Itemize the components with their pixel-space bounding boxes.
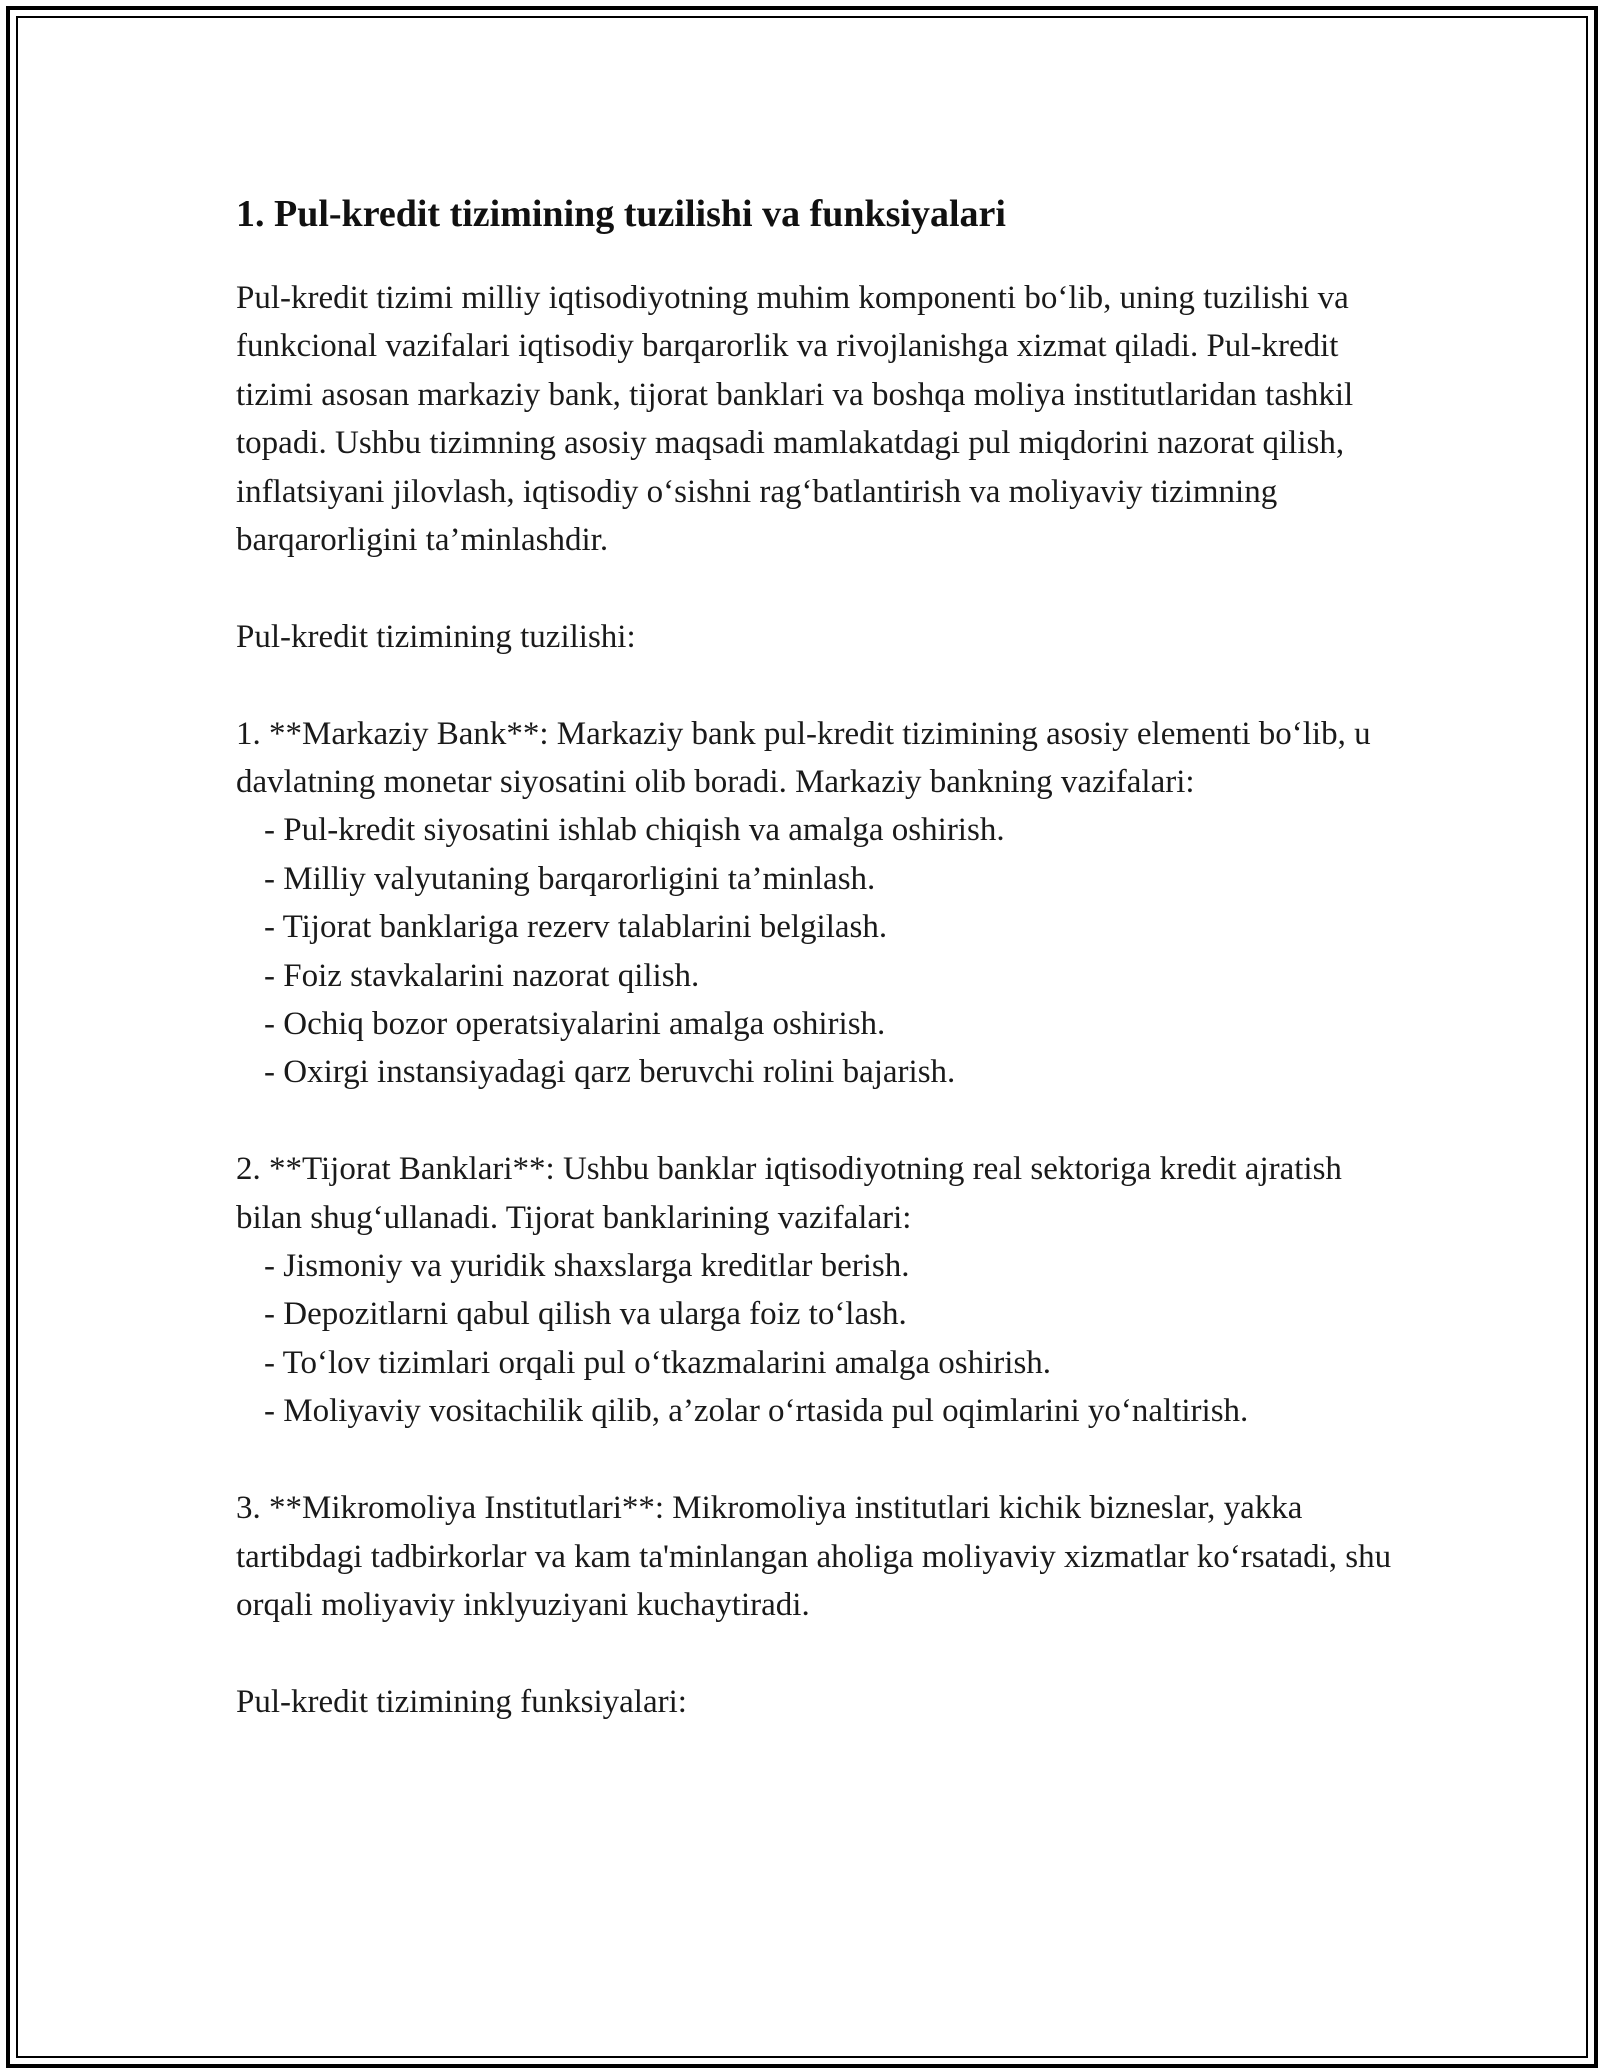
intro-paragraph: Pul-kredit tizimi milliy iqtisodiyotning muhim komponenti bo‘lib, uning tuzilishi va funkcional vazifalari iqtisodiy barqarorlik va rivojlanishga xizmat qiladi. Pul-kredit tizimi asosan markaziy bank, tijorat banklari va boshqa moliya institutlaridan tashkil topadi. Ushbu tizimning asosiy maqsadi mamlakatdagi pul miqdorini nazorat qilish, inflatsiyani jilovlash, iqtisodiy o‘sishni rag‘batlantirish va moliyaviy tizimning barqarorligini ta’minlashdir. — [236, 280, 1354, 559]
bullet-item: - Jismoniy va yuridik shaxslarga kreditlar berish. — [264, 1248, 910, 1285]
bullet-item: - Tijorat banklariga rezerv talablarini belgilash. — [264, 909, 888, 946]
bullet-item: - Moliyaviy vositachilik qilib, a’zolar o‘rtasida pul oqimlarini yo‘naltirish. — [264, 1393, 1249, 1430]
section-heading: 1. Pul-kredit tizimining tuzilishi va funksiyalari — [236, 193, 1006, 235]
structure-heading: Pul-kredit tizimining tuzilishi: — [236, 618, 636, 655]
bullet-item: - Depozitlarni qabul qilish va ularga foiz to‘lash. — [264, 1296, 907, 1333]
list-item-markaziy-bank: 1. **Markaziy Bank**: Markaziy bank pul-kredit tizimining asosiy elementi bo‘lib, u davlatning monetar siyosatini olib boradi. Markaziy bankning vazifalari: — [236, 715, 1371, 801]
bullet-item: - Pul-kredit siyosatini ishlab chiqish va amalga oshirish. — [264, 812, 1005, 849]
bullet-item: - Foiz stavkalarini nazorat qilish. — [264, 957, 700, 994]
bullet-item: - Ochiq bozor operatsiyalarini amalga oshirish. — [264, 1006, 886, 1043]
bullet-item: - To‘lov tizimlari orqali pul o‘tkazmalarini amalga oshirish. — [264, 1344, 1052, 1381]
functions-heading: Pul-kredit tizimining funksiyalari: — [236, 1683, 687, 1720]
document-body — [236, 188, 1416, 1726]
list-item-tijorat-banklari: 2. **Tijorat Banklari**: Ushbu banklar iqtisodiyotning real sektoriga kredit ajratish bilan shug‘ullanadi. Tijorat banklarining vazifalari: — [236, 1151, 1342, 1236]
bullet-item: - Oxirgi instansiyadagi qarz beruvchi rolini bajarish. — [264, 1054, 956, 1091]
list-item-mikromoliya: 3. **Mikromoliya Institutlari**: Mikromoliya institutlari kichik bizneslar, yakka tartibdagi tadbirkorlar va kam ta'minlangan aholiga moliyaviy xizmatlar ko‘rsatadi, shu orqali moliyaviy inklyuziyani kuchaytiradi. — [236, 1490, 1392, 1623]
bullet-item: - Milliy valyutaning barqarorligini ta’minlash. — [264, 860, 876, 897]
